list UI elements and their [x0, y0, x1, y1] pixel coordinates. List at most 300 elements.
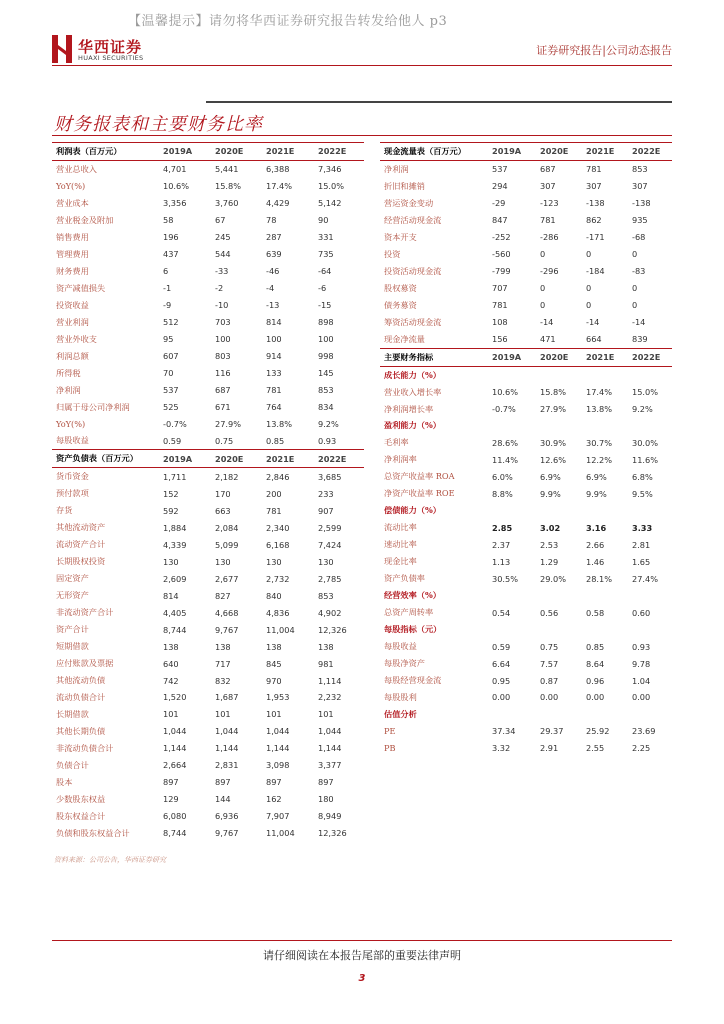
table-header-row — [380, 348, 672, 366]
table-row — [52, 195, 364, 212]
cell-value: 814 — [266, 317, 282, 328]
cell-value: 23.69 — [632, 726, 656, 737]
cell-value: 12.2% — [586, 454, 613, 465]
title-divider — [52, 135, 672, 136]
cell-value: 537 — [492, 164, 508, 175]
cell-value: 827 — [215, 590, 231, 601]
cell-value — [536, 418, 582, 435]
cell-value: 233 — [318, 488, 334, 499]
table-row — [52, 621, 364, 638]
cell-value: 116 — [215, 368, 231, 379]
cell-value: -10 — [215, 300, 229, 311]
cell-value: 6.64 — [492, 658, 511, 669]
cell-value: 703 — [215, 317, 231, 328]
cell-value: -29 — [492, 198, 506, 209]
table-row — [380, 740, 672, 757]
table-row — [52, 672, 364, 689]
cell-value — [536, 706, 582, 723]
table-row — [52, 638, 364, 655]
cell-value: 2022E — [314, 450, 364, 468]
table-row — [52, 740, 364, 757]
cell-value: 2020E — [211, 143, 262, 161]
cell-value: 781 — [586, 164, 602, 175]
cell-value: 8,949 — [318, 811, 342, 822]
row-label: 资产负债表（百万元） — [52, 450, 159, 468]
table-row — [380, 195, 672, 212]
cell-value: 130 — [266, 556, 282, 567]
cell-value: -14 — [586, 317, 600, 328]
cell-value: 144 — [215, 794, 231, 805]
row-label: 货币资金 — [56, 471, 89, 482]
cell-value: 3.33 — [632, 522, 653, 533]
row-label: 每股净资产 — [384, 658, 425, 669]
cell-value: 37.34 — [492, 726, 516, 737]
cell-value: 15.8% — [215, 181, 242, 192]
logo-text-cn: 华西证券 — [78, 38, 143, 56]
cell-value: 5,099 — [215, 539, 239, 550]
cell-value: 30.0% — [632, 437, 659, 448]
row-label: 总资产收益率 ROA — [384, 471, 455, 482]
cell-value: 0.60 — [632, 607, 651, 618]
row-label: 现金流量表（百万元） — [380, 143, 488, 161]
table-row — [380, 246, 672, 263]
table-row — [52, 399, 364, 416]
cell-value: 0.96 — [586, 675, 605, 686]
cell-value — [582, 502, 628, 519]
cell-value: 2,599 — [318, 522, 342, 533]
left-financial-table — [52, 142, 364, 842]
cell-value: 1,044 — [266, 726, 290, 737]
cell-value: 3,685 — [318, 471, 342, 482]
row-label: 长期借款 — [56, 708, 89, 719]
cell-value: 0.58 — [586, 607, 605, 618]
table-row — [380, 160, 672, 177]
row-label: YoY(%) — [56, 181, 86, 192]
cell-value: 3,098 — [266, 760, 290, 771]
cell-value: 180 — [318, 794, 334, 805]
cell-value: 845 — [266, 658, 282, 669]
row-label: 资产减值损失 — [56, 282, 106, 293]
table-row — [380, 178, 672, 195]
cell-value: -184 — [586, 266, 605, 277]
cell-value: 1,953 — [266, 692, 290, 703]
cell-value: 138 — [266, 641, 282, 652]
row-label: 负债和股东权益合计 — [56, 827, 130, 838]
cell-value: 130 — [318, 556, 334, 567]
table-header-row — [52, 143, 364, 161]
cell-value — [628, 418, 672, 435]
cell-value — [488, 621, 536, 638]
row-label: 每股收益 — [384, 641, 417, 652]
cell-value — [488, 502, 536, 519]
cell-value: 138 — [163, 641, 179, 652]
cell-value: 27.9% — [540, 404, 567, 415]
row-label: 每股股利 — [384, 691, 417, 702]
row-label: 无形资产 — [56, 590, 89, 601]
row-label: 少数股东权益 — [56, 793, 106, 804]
cell-value: 853 — [632, 164, 648, 175]
cell-value: 2019A — [488, 348, 536, 366]
cell-value: -46 — [266, 266, 280, 277]
table-row — [52, 587, 364, 604]
row-label: 预付款项 — [56, 488, 89, 499]
cell-value: 2,831 — [215, 760, 239, 771]
cell-value: 12,326 — [318, 828, 347, 839]
cell-value: -123 — [540, 198, 559, 209]
row-label: 现金净流量 — [384, 333, 425, 344]
cell-value: 9.2% — [632, 404, 653, 415]
cell-value: 607 — [163, 351, 179, 362]
row-label: 估值分析 — [384, 708, 417, 719]
cell-value: -560 — [492, 249, 511, 260]
cell-value: 2,846 — [266, 471, 290, 482]
cell-value: 2.37 — [492, 539, 511, 550]
table-row — [52, 160, 364, 177]
cell-value: 294 — [492, 181, 508, 192]
row-label: 归属于母公司净利润 — [56, 401, 130, 412]
cell-value: 742 — [163, 675, 179, 686]
cell-value — [582, 706, 628, 723]
table-row — [52, 416, 364, 433]
cell-value: 2.85 — [492, 522, 513, 533]
row-label: 流动比率 — [384, 522, 417, 533]
table-section-row — [380, 418, 672, 435]
cell-value: 0 — [586, 249, 592, 260]
cell-value: 108 — [492, 317, 508, 328]
cell-value: -4 — [266, 283, 275, 294]
cell-value: 2019A — [488, 143, 536, 161]
cell-value: 2,609 — [163, 573, 187, 584]
row-label: 折旧和摊销 — [384, 180, 425, 191]
cell-value: 0.75 — [215, 435, 234, 446]
row-label: 营业收入增长率 — [384, 386, 442, 397]
section-top-bar — [206, 101, 672, 103]
cell-value: 3.16 — [586, 522, 607, 533]
cell-value: 5,441 — [215, 164, 239, 175]
row-label: 营业成本 — [56, 197, 89, 208]
cell-value: 78 — [266, 215, 277, 226]
cell-value: 0.85 — [266, 435, 285, 446]
cell-value — [488, 706, 536, 723]
cell-value: 834 — [318, 402, 334, 413]
cell-value: 2,664 — [163, 760, 187, 771]
header-divider — [52, 65, 672, 66]
cell-value: -83 — [632, 266, 646, 277]
cell-value — [536, 366, 582, 383]
cell-value: 847 — [492, 215, 508, 226]
cell-value: 898 — [318, 317, 334, 328]
cell-value: 663 — [215, 505, 231, 516]
cell-value — [488, 587, 536, 604]
cell-value: 2022E — [628, 143, 672, 161]
cell-value: 671 — [215, 402, 231, 413]
cell-value: 2020E — [211, 450, 262, 468]
cell-value: 9,767 — [215, 828, 239, 839]
row-label: 其他长期负债 — [56, 725, 106, 736]
cell-value — [628, 366, 672, 383]
cell-value: 687 — [540, 164, 556, 175]
cell-value: 0 — [632, 249, 638, 260]
cell-value: 1,520 — [163, 692, 187, 703]
row-label: 负债合计 — [56, 759, 89, 770]
cell-value: 1.65 — [632, 556, 651, 567]
cell-value: -0.7% — [163, 418, 187, 429]
cell-value: 6.9% — [540, 471, 561, 482]
row-label: 利润总额 — [56, 350, 89, 361]
row-label: 资本开支 — [384, 231, 417, 242]
row-label: 每股指标（元） — [384, 624, 442, 635]
row-label: 主要财务指标 — [380, 348, 488, 366]
legal-disclaimer: 请仔细阅读在本报告尾部的重要法律声明 — [263, 949, 461, 962]
cell-value: 0.00 — [632, 692, 651, 703]
cell-value: 0.54 — [492, 607, 511, 618]
table-row — [52, 774, 364, 791]
page-number: 3 — [358, 973, 366, 984]
cell-value: 101 — [318, 709, 334, 720]
table-row — [52, 536, 364, 553]
cell-value — [628, 502, 672, 519]
cell-value: 2,182 — [215, 471, 239, 482]
table-section-row — [380, 621, 672, 638]
cell-value: 0 — [540, 300, 546, 311]
cell-value: 130 — [163, 556, 179, 567]
cell-value: 2021E — [582, 348, 628, 366]
cell-value: 1,144 — [163, 743, 187, 754]
cell-value: 29.0% — [540, 573, 567, 584]
cell-value: 0.59 — [163, 435, 182, 446]
cell-value: 1,711 — [163, 471, 187, 482]
cell-value: 3.02 — [540, 522, 561, 533]
cell-value: 15.8% — [540, 387, 567, 398]
cell-value: 687 — [215, 385, 231, 396]
row-label: 短期借款 — [56, 641, 89, 652]
cell-value: 2,785 — [318, 573, 342, 584]
row-label: 投资收益 — [56, 299, 89, 310]
cell-value: 30.9% — [540, 437, 567, 448]
cell-value: 11,004 — [266, 624, 295, 635]
cell-value: 0.00 — [540, 692, 559, 703]
table-row — [52, 229, 364, 246]
table-row — [380, 553, 672, 570]
cell-value: 781 — [540, 215, 556, 226]
row-label: 成长能力（%） — [384, 369, 441, 380]
cell-value: -138 — [586, 198, 605, 209]
cell-value: 0.59 — [492, 641, 511, 652]
cell-value: 2.25 — [632, 743, 651, 754]
cell-value: 25.92 — [586, 726, 610, 737]
cell-value — [536, 621, 582, 638]
table-row — [52, 178, 364, 195]
table-section-row — [380, 706, 672, 723]
cell-value: 832 — [215, 675, 231, 686]
row-label: 盈利能力（%） — [384, 420, 441, 431]
table-row — [380, 229, 672, 246]
row-label: 应付账款及票据 — [56, 658, 114, 669]
cell-value: 6 — [163, 266, 169, 277]
cell-value — [488, 418, 536, 435]
cell-value: 11.4% — [492, 454, 519, 465]
cell-value: 162 — [266, 794, 282, 805]
cell-value: 6.9% — [586, 471, 607, 482]
cell-value: 0.93 — [632, 641, 651, 652]
cell-value — [582, 418, 628, 435]
cell-value: 664 — [586, 334, 602, 345]
table-row — [52, 331, 364, 348]
cell-value: 2019A — [159, 450, 211, 468]
cell-value: 4,836 — [266, 607, 290, 618]
cell-value: 1,144 — [318, 743, 342, 754]
table-row — [380, 297, 672, 314]
cell-value: 101 — [266, 709, 282, 720]
cell-value: 1,884 — [163, 522, 187, 533]
table-row — [52, 689, 364, 706]
cell-value: 138 — [215, 641, 231, 652]
table-row — [52, 519, 364, 536]
cell-value: 897 — [163, 777, 179, 788]
table-row — [380, 401, 672, 418]
cell-value: 200 — [266, 488, 282, 499]
cell-value: 8,744 — [163, 828, 187, 839]
cell-value: 95 — [163, 334, 174, 345]
section-title: 财务报表和主要财务比率 — [54, 114, 263, 135]
cell-value — [582, 587, 628, 604]
cell-value: 4,902 — [318, 607, 342, 618]
cell-value: -286 — [540, 232, 559, 243]
cell-value: 8.8% — [492, 488, 513, 499]
row-label: 毛利率 — [384, 437, 409, 448]
cell-value: -138 — [632, 198, 651, 209]
row-label: 其他流动负债 — [56, 675, 106, 686]
cell-value: 7,907 — [266, 811, 290, 822]
cell-value: 6,168 — [266, 539, 290, 550]
cell-value: 1,044 — [215, 726, 239, 737]
cell-value: 12.6% — [540, 454, 567, 465]
cell-value: 897 — [266, 777, 282, 788]
row-label: 债务募资 — [384, 299, 417, 310]
cell-value: 7,424 — [318, 539, 342, 550]
cell-value: 2020E — [536, 348, 582, 366]
cell-value: 10.6% — [492, 387, 519, 398]
cell-value: 152 — [163, 488, 179, 499]
cell-value: -13 — [266, 300, 280, 311]
cell-value: 129 — [163, 794, 179, 805]
cell-value: 853 — [318, 385, 334, 396]
cell-value: 0.56 — [540, 607, 559, 618]
cell-value: 133 — [266, 368, 282, 379]
cell-value: 512 — [163, 317, 179, 328]
cell-value: 130 — [215, 556, 231, 567]
row-label: 现金比率 — [384, 556, 417, 567]
table-section-row — [380, 366, 672, 383]
table-row — [52, 280, 364, 297]
table-row — [380, 723, 672, 740]
cell-value: 897 — [215, 777, 231, 788]
cell-value: 9,767 — [215, 624, 239, 635]
cell-value: 6.0% — [492, 471, 513, 482]
row-label: 流动资产合计 — [56, 539, 106, 550]
cell-value: 9.2% — [318, 418, 339, 429]
cell-value: -2 — [215, 283, 224, 294]
cell-value: 3,356 — [163, 198, 187, 209]
cell-value: 17.4% — [266, 181, 293, 192]
row-label: 营业税金及附加 — [56, 214, 114, 225]
cell-value: 2.66 — [586, 539, 605, 550]
cell-value: -15 — [318, 300, 332, 311]
cell-value: 67 — [215, 215, 226, 226]
cell-value: 2,732 — [266, 573, 290, 584]
cell-value: -68 — [632, 232, 646, 243]
table-row — [52, 791, 364, 808]
table-row — [52, 757, 364, 774]
cell-value: 156 — [492, 334, 508, 345]
cell-value: 10.6% — [163, 181, 190, 192]
logo-text-en: HUAXI SECURITIES — [78, 54, 144, 62]
cell-value: 839 — [632, 334, 648, 345]
cell-value: 781 — [492, 300, 508, 311]
row-label: 非流动负债合计 — [56, 742, 114, 753]
table-row — [52, 502, 364, 519]
cell-value: 2.81 — [632, 539, 651, 550]
cell-value: -6 — [318, 283, 327, 294]
row-label: 营运资金变动 — [384, 197, 434, 208]
table-row — [380, 434, 672, 451]
cell-value: 1,144 — [266, 743, 290, 754]
table-row — [52, 655, 364, 672]
row-label: 每股收益 — [56, 435, 89, 446]
cell-value: 9.9% — [586, 488, 607, 499]
cell-value: 138 — [318, 641, 334, 652]
cell-value: 4,429 — [266, 198, 290, 209]
row-label: 存货 — [56, 505, 73, 516]
cell-value: 100 — [215, 334, 231, 345]
cell-value: 1,114 — [318, 675, 342, 686]
cell-value: 307 — [586, 181, 602, 192]
cell-value — [536, 502, 582, 519]
row-label: 营业外收支 — [56, 333, 97, 344]
row-label: 净利润 — [384, 163, 409, 174]
cell-value — [582, 366, 628, 383]
table-row — [380, 468, 672, 485]
cell-value: 1,044 — [318, 726, 342, 737]
cell-value: 764 — [266, 402, 282, 413]
cell-value: 471 — [540, 334, 556, 345]
table-row — [380, 536, 672, 553]
table-row — [380, 638, 672, 655]
cell-value: 0.95 — [492, 675, 511, 686]
cell-value — [536, 587, 582, 604]
cell-value: 639 — [266, 249, 282, 260]
cell-value: 7,346 — [318, 164, 342, 175]
cell-value: 8,744 — [163, 624, 187, 635]
cell-value: 90 — [318, 215, 329, 226]
cell-value: 9.5% — [632, 488, 653, 499]
cell-value: 11,004 — [266, 828, 295, 839]
table-row — [380, 485, 672, 502]
cell-value: 29.37 — [540, 726, 564, 737]
cell-value: 0.00 — [492, 692, 511, 703]
cell-value: 245 — [215, 232, 231, 243]
cell-value — [628, 587, 672, 604]
cell-value: 307 — [540, 181, 556, 192]
cell-value: 2.53 — [540, 539, 559, 550]
cell-value — [582, 621, 628, 638]
table-row — [52, 382, 364, 399]
cell-value: 2021E — [262, 143, 314, 161]
table-row — [52, 604, 364, 621]
cell-value: 30.5% — [492, 573, 519, 584]
cell-value: -0.7% — [492, 404, 516, 415]
cell-value: 907 — [318, 505, 334, 516]
